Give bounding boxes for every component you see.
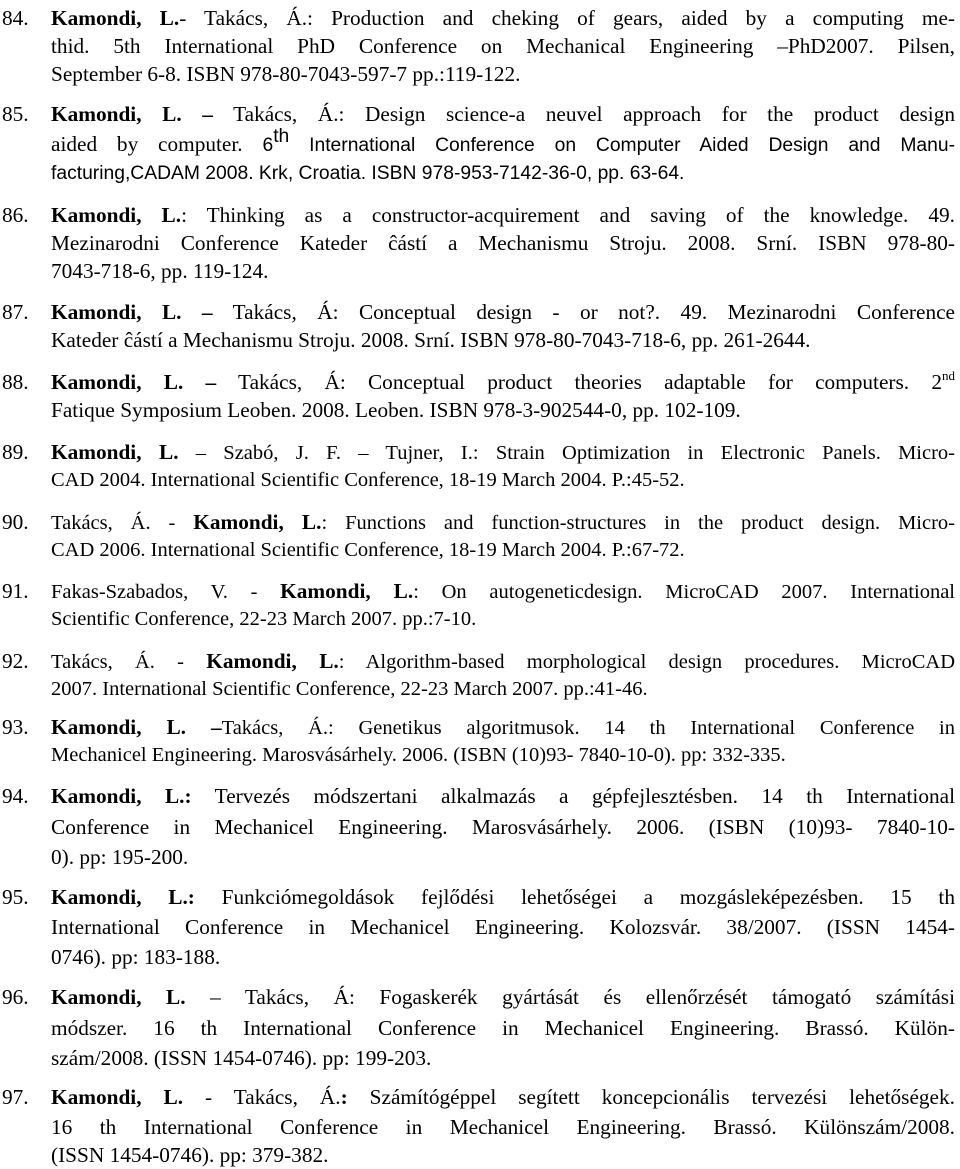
entry-line: thid. 5th International PhD Conference on Mechanical Engineering –PhD2007. Pilsen, bbox=[51, 34, 955, 58]
entry-line: módszer. 16 th International Conference in Mechanicel Engineering. Brassó. Külön- bbox=[51, 1016, 955, 1040]
entry-number: 93. bbox=[2, 715, 29, 739]
entry-line: Kamondi, L.: Tervezés módszertani alkalmazás a gépfejlesztésben. 14 th International bbox=[51, 784, 956, 808]
entry-line: (ISSN 1454-0746). pp: 379-382. bbox=[51, 1143, 329, 1167]
entry-line: Mechanicel Engineering. Marosvásárhely. 2006. (ISBN (10)93- 7840-10-0). pp: 332-335. bbox=[51, 744, 786, 766]
entry-line: Kamondi, L. - Takács, Á.: Számítógéppel segített koncepcionális tervezési lehetőségek. bbox=[51, 1085, 955, 1109]
entry-line: Mezinarodni Conference Kateder ĉástí a Mechanismu Stroju. 2008. Srní. ISBN 978-80- bbox=[51, 231, 955, 255]
entry-line: 7043-718-6, pp. 119-124. bbox=[51, 259, 269, 283]
entry-line: September 6-8. ISBN 978-80-7043-597-7 pp.:119-122. bbox=[51, 62, 521, 86]
entry-line: 0). pp: 195-200. bbox=[51, 845, 189, 869]
entry-line: Fakas-Szabados, V. - Kamondi, L.: On autogeneticdesign. MicroCAD 2007. International bbox=[51, 579, 956, 603]
entry-number: 92. bbox=[2, 649, 29, 673]
entry-number: 95. bbox=[2, 885, 29, 909]
entry-line: 16 th International Conference in Mechanicel Engineering. Brassó. Különszám/2008. bbox=[51, 1115, 955, 1139]
entry-line: Kamondi, L.: Thinking as a constructor-acquirement and saving of the knowledge. 49. bbox=[51, 203, 955, 227]
entry-line: Kamondi, L. – Takács, Á: Conceptual product theories adaptable for computers. 2nd bbox=[51, 368, 956, 394]
entry-line: CAD 2006. International Scientific Conference, 18-19 March 2004. P.:67-72. bbox=[51, 539, 685, 561]
entry-line: 2007. International Scientific Conference, 22-23 March 2007. pp.:41-46. bbox=[51, 678, 648, 700]
entry-number: 89. bbox=[2, 440, 29, 464]
entry-line: Kamondi, L. – Takács, Á: Fogaskerék gyártását és ellenőrzését támogató számítási bbox=[51, 985, 956, 1009]
entry-line: CAD 2004. International Scientific Conference, 18-19 March 2004. P.:45-52. bbox=[51, 469, 685, 491]
entry-line: Takács, Á. - Kamondi, L.: Algorithm-based morphological design procedures. MicroCAD bbox=[51, 649, 955, 673]
entry-number: 88. bbox=[2, 370, 29, 394]
entry-number: 96. bbox=[2, 985, 29, 1009]
entry-number: 87. bbox=[2, 300, 29, 324]
entry-number: 85. bbox=[2, 102, 29, 126]
entry-line: Kamondi, L. – Takács, Á: Conceptual design - or not?. 49. Mezinarodni Conference bbox=[51, 300, 956, 324]
entry-number: 86. bbox=[2, 203, 29, 227]
entry-number: 90. bbox=[2, 510, 29, 534]
entry-line: Scientific Conference, 22-23 March 2007. pp.:7-10. bbox=[51, 608, 477, 630]
entry-line: Kamondi, L.- Takács, Á.: Production and cheking of gears, aided by a computing me- bbox=[51, 6, 955, 30]
entry-line: Takács, Á. - Kamondi, L.: Functions and function-structures in the product design. Micro- bbox=[51, 510, 955, 534]
entry-line: Kamondi, L. – Takács, Á.: Design science-a neuvel approach for the product design bbox=[51, 102, 956, 126]
entry-line: Kamondi, L. – Szabó, J. F. – Tujner, I.: Strain Optimization in Electronic Panels. Micro- bbox=[51, 440, 956, 464]
entry-line: facturing,CADAM 2008. Krk, Croatia. ISBN 978-953-7142-36-0, pp. 63-64. bbox=[51, 163, 685, 184]
entry-line: Kateder ĉástí a Mechanismu Stroju. 2008. Srní. ISBN 978-80-7043-718-6, pp. 261-2644. bbox=[51, 328, 811, 352]
entry-line: Fatique Symposium Leoben. 2008. Leoben. ISBN 978-3-902544-0, pp. 102-109. bbox=[51, 398, 741, 422]
entry-number: 91. bbox=[2, 579, 29, 603]
entry-line: 0746). pp: 183-188. bbox=[51, 945, 221, 969]
entry-line: Conference in Mechanicel Engineering. Marosvásárhely. 2006. (ISBN (10)93- 7840-10- bbox=[51, 815, 955, 839]
entry-number: 84. bbox=[2, 6, 29, 30]
entry-line: aided by computer. 6th International Conference on Computer Aided Design and Manu- bbox=[51, 126, 955, 156]
entry-line: szám/2008. (ISSN 1454-0746). pp: 199-203. bbox=[51, 1046, 432, 1070]
entry-number: 94. bbox=[2, 784, 29, 808]
entry-line: Kamondi, L.: Funkciómegoldások fejlődési lehetőségei a mozgásleképezésben. 15 th bbox=[51, 885, 955, 909]
entry-line: Kamondi, L. –Takács, Á.: Genetikus algoritmusok. 14 th International Conference in bbox=[51, 715, 955, 739]
entry-line: International Conference in Mechanicel Engineering. Kolozsvár. 38/2007. (ISSN 1454- bbox=[51, 915, 955, 939]
entry-number: 97. bbox=[2, 1085, 29, 1109]
